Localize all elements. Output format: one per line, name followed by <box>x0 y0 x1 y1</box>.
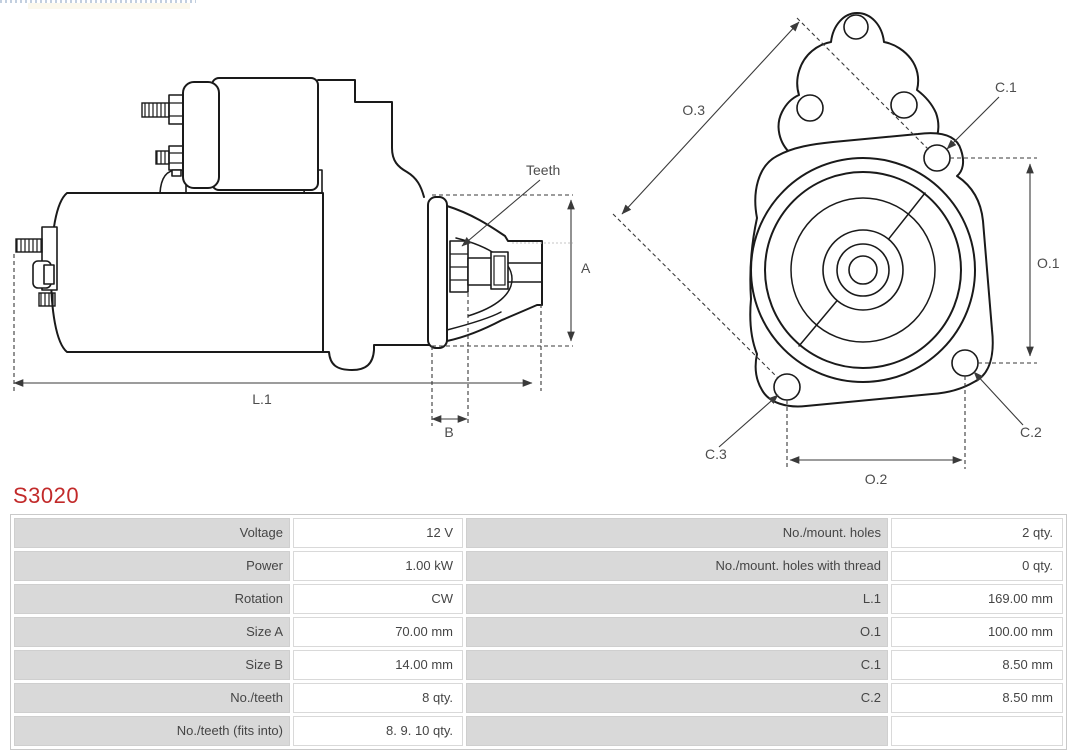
dim-c2-label: C.2 <box>1020 424 1042 440</box>
front-shaft <box>849 256 877 284</box>
solenoid-stud1-head <box>169 95 184 124</box>
spec-value: 12 V <box>293 518 463 548</box>
spec-value: 8. 9. 10 qty. <box>293 716 463 746</box>
pinion-shaft <box>468 258 492 285</box>
teeth-label: Teeth <box>526 162 561 178</box>
c3-leader-arrow <box>719 395 778 447</box>
spec-label: Size A <box>14 617 290 647</box>
starter-side-view <box>14 78 591 440</box>
spec-value: 100.00 mm <box>891 617 1063 647</box>
dim-c3-label: C.3 <box>705 446 727 462</box>
dim-o2-label: O.2 <box>864 471 888 487</box>
solenoid-bracket <box>318 80 424 197</box>
motor-foot <box>323 345 430 370</box>
solenoid-stud2-tab <box>172 170 181 176</box>
spec-label <box>466 716 888 746</box>
spec-value: 8 qty. <box>293 683 463 713</box>
front-top-hole <box>844 15 868 39</box>
spec-value: 8.50 mm <box>891 683 1063 713</box>
spec-label: L.1 <box>466 584 888 614</box>
left-terminal-block-inner <box>44 265 54 284</box>
dim-o1-label: O.1 <box>1037 255 1060 271</box>
front-right-hole <box>891 92 917 118</box>
solenoid-stud2-head <box>169 146 184 170</box>
front-left-hole <box>797 95 823 121</box>
spec-label: C.2 <box>466 683 888 713</box>
left-lower-stud-thread <box>39 293 55 306</box>
spec-label: No./teeth <box>14 683 290 713</box>
c2-leader-arrow <box>974 372 1023 425</box>
left-terminal-stud-thread <box>16 239 42 252</box>
spec-label: Size B <box>14 650 290 680</box>
dim-l1-label: L.1 <box>252 391 272 407</box>
spec-value: 70.00 mm <box>293 617 463 647</box>
solenoid-barrel <box>212 78 318 190</box>
motor-body <box>51 193 323 352</box>
spec-value: 1.00 kW <box>293 551 463 581</box>
dim-c1-label: C.1 <box>995 79 1017 95</box>
solenoid-stud2-thread <box>156 151 169 164</box>
spec-value: 8.50 mm <box>891 650 1063 680</box>
spec-label: No./mount. holes <box>466 518 888 548</box>
dim-b-label: B <box>444 424 454 440</box>
spec-label: Power <box>14 551 290 581</box>
spec-label: C.1 <box>466 650 888 680</box>
c1-leader-arrow <box>947 97 999 149</box>
solenoid-cap <box>183 82 219 188</box>
dim-o3-label: O.3 <box>682 102 705 118</box>
part-number: S3020 <box>13 483 80 508</box>
spec-label: O.1 <box>466 617 888 647</box>
spec-value: 2 qty. <box>891 518 1063 548</box>
drive-flange <box>428 197 447 348</box>
spec-label: Rotation <box>14 584 290 614</box>
solenoid-stud1-thread <box>142 103 169 117</box>
spec-value: 169.00 mm <box>891 584 1063 614</box>
dim-a-label: A <box>581 260 591 276</box>
spec-value: CW <box>293 584 463 614</box>
spec-table <box>10 514 1067 750</box>
spec-value <box>891 716 1063 746</box>
spec-label: Voltage <box>14 518 290 548</box>
spec-label: No./teeth (fits into) <box>14 716 290 746</box>
spec-value: 0 qty. <box>891 551 1063 581</box>
spec-label: No./mount. holes with thread <box>466 551 888 581</box>
starter-front-view <box>613 13 1060 487</box>
spec-value: 14.00 mm <box>293 650 463 680</box>
